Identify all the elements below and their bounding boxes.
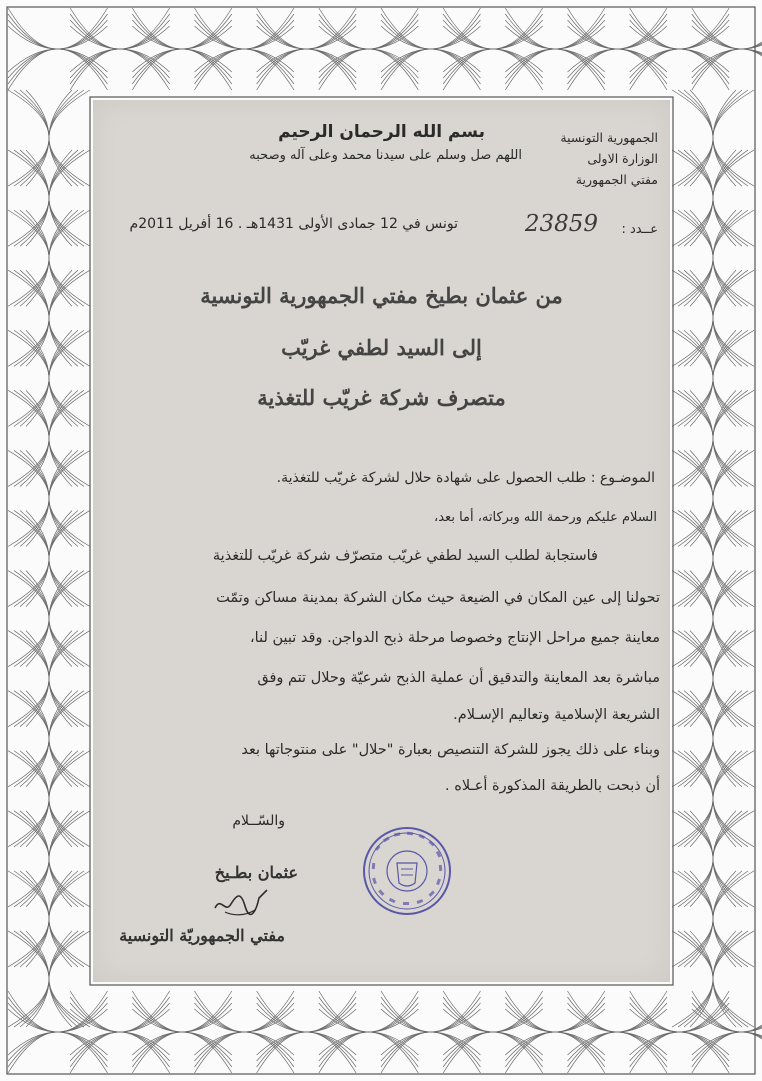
letter-paper xyxy=(93,100,670,982)
handwritten-signature xyxy=(211,886,271,920)
ministry-line: الوزارة الاولى xyxy=(587,151,658,166)
closing-line: والسّــلام xyxy=(232,813,285,829)
signatory-title: مفتي الجمهوريّة التونسية xyxy=(119,926,285,945)
heading-role: متصرف شركة غريّب للتغذية xyxy=(257,385,506,410)
ministry-line: مفتي الجمهورية xyxy=(575,172,658,187)
date-line: تونس في 12 جمادى الأولى 1431هـ . 16 أفريل 2011م xyxy=(129,216,458,232)
basmala: بسم الله الرحمان الرحيم xyxy=(278,122,485,142)
body-line: فاستجابة لطلب السيد لطفي غريّب متصرّف شركة غريّب للتغذية xyxy=(212,548,598,564)
body-line: وبناء على ذلك يجوز للشركة التنصيص بعبارة "حلال" على منتوجاتها بعد xyxy=(241,742,660,758)
ministry-line: الجمهورية التونسية xyxy=(560,130,658,145)
body-line: معاينة جميع مراحل الإنتاج وخصوصا مرحلة ذبح الدواجن. وقد تبين لنا، xyxy=(249,630,660,646)
heading-from: من عثمان بطيخ مفتي الجمهورية التونسية xyxy=(200,283,563,308)
signatory-name: عثمان بطـيخ xyxy=(214,863,298,882)
reference-number-label: عــدد : xyxy=(621,222,658,237)
body-line: أن ذبحت بالطريقة المذكورة أعـلاه . xyxy=(445,778,660,794)
heading-to: إلى السيد لطفي غريّب xyxy=(281,335,482,360)
reference-number: 23859 xyxy=(524,211,598,237)
body-line: تحولنا إلى عين المكان في الضيعة حيث مكان الشركة بمدينة مساكن وتمّت xyxy=(216,590,660,606)
official-stamp xyxy=(361,825,453,917)
subject-line: الموضـوع : طلب الحصول على شهادة حلال لشركة غريّب للتغذية. xyxy=(276,470,655,486)
greeting-line: السلام عليكم ورحمة الله وبركاته، أما بعد، xyxy=(434,510,657,525)
body-line: الشريعة الإسلامية وتعاليم الإسـلام. xyxy=(453,707,660,723)
body-line: مباشرة بعد المعاينة والتدقيق أن عملية الذبح شرعيّة وحلال تتم وفق xyxy=(257,670,660,686)
prayer-line: اللهم صل وسلم على سيدنا محمد وعلى آله وصحبه xyxy=(249,148,522,163)
